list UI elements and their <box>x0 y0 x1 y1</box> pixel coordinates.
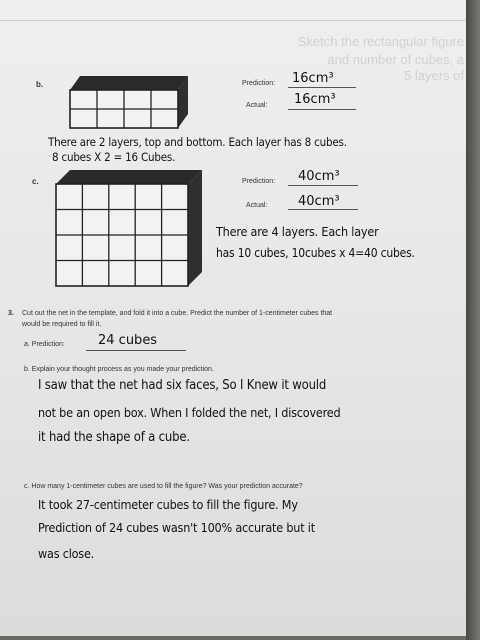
part-c-prediction-line <box>288 185 358 186</box>
part-c-explanation-line: has 10 cubes, 10cubes x 4=40 cubes. <box>216 246 415 260</box>
part-c-letter: c. <box>32 177 39 186</box>
question-3-prompt-line: Cut out the net in the template, and fold it into a cube. Predict the number of 1-centimeter cubes that <box>22 310 333 317</box>
part-c-explanation-line: There are 4 layers. Each layer <box>216 224 379 239</box>
question-3a-value: 24 cubes <box>98 333 158 348</box>
part-b-prediction-line <box>288 87 356 88</box>
question-3c-answer-line: It took 27-centimeter cubes to fill the figure. My <box>38 497 298 512</box>
question-3-prompt-line: would be required to fill it. <box>22 321 102 328</box>
question-3b-answer-line: it had the shape of a cube. <box>38 430 190 445</box>
question-3-number: 3. <box>8 310 14 317</box>
question-3b-answer-line: not be an open box. When I folded the net, I discovered <box>38 405 341 420</box>
part-b-letter: b. <box>36 80 44 89</box>
question-3a-label: a. Prediction: <box>24 341 65 348</box>
part-c-prediction-value: 40cm³ <box>298 169 340 184</box>
top-rule <box>0 0 468 21</box>
part-b-cube-figure <box>60 72 190 134</box>
part-c-actual-value: 40cm³ <box>298 194 340 209</box>
backside-text-line: and number of cubes, a <box>327 52 464 67</box>
part-c-actual-label: Actual: <box>246 202 268 209</box>
part-b-actual-line <box>288 109 356 110</box>
backside-text-line: 5 layers of <box>404 68 464 83</box>
part-b-actual-value: 16cm³ <box>294 92 336 107</box>
part-b-prediction-value: 16cm³ <box>292 71 334 86</box>
part-c-cube-figure <box>50 166 210 290</box>
part-b-actual-label: Actual: <box>246 102 268 109</box>
question-3b-prompt: b. Explain your thought process as you made your prediction. <box>24 366 214 373</box>
part-c-prediction-label: Prediction: <box>242 178 276 185</box>
question-3c-answer-line: was close. <box>38 546 95 561</box>
question-3b-answer-line: I saw that the net had six faces, So I Knew it would <box>38 378 327 393</box>
part-b-explanation-line: 8 cubes X 2 = 16 Cubes. <box>52 150 176 164</box>
question-3a-line <box>86 350 186 351</box>
paper-edge-shadow <box>466 0 480 640</box>
backside-text-line: Sketch the rectangular figure <box>297 34 464 49</box>
part-b-explanation-line: There are 2 layers, top and bottom. Each layer has 8 cubes. <box>48 135 347 149</box>
part-b-prediction-label: Prediction: <box>242 80 276 87</box>
question-3c-answer-line: Prediction of 24 cubes wasn't 100% accurate but it <box>38 520 315 535</box>
question-3c-prompt: c. How many 1-centimeter cubes are used to fill the figure? Was your prediction accurate? <box>24 483 303 490</box>
part-c-actual-line <box>288 209 358 210</box>
